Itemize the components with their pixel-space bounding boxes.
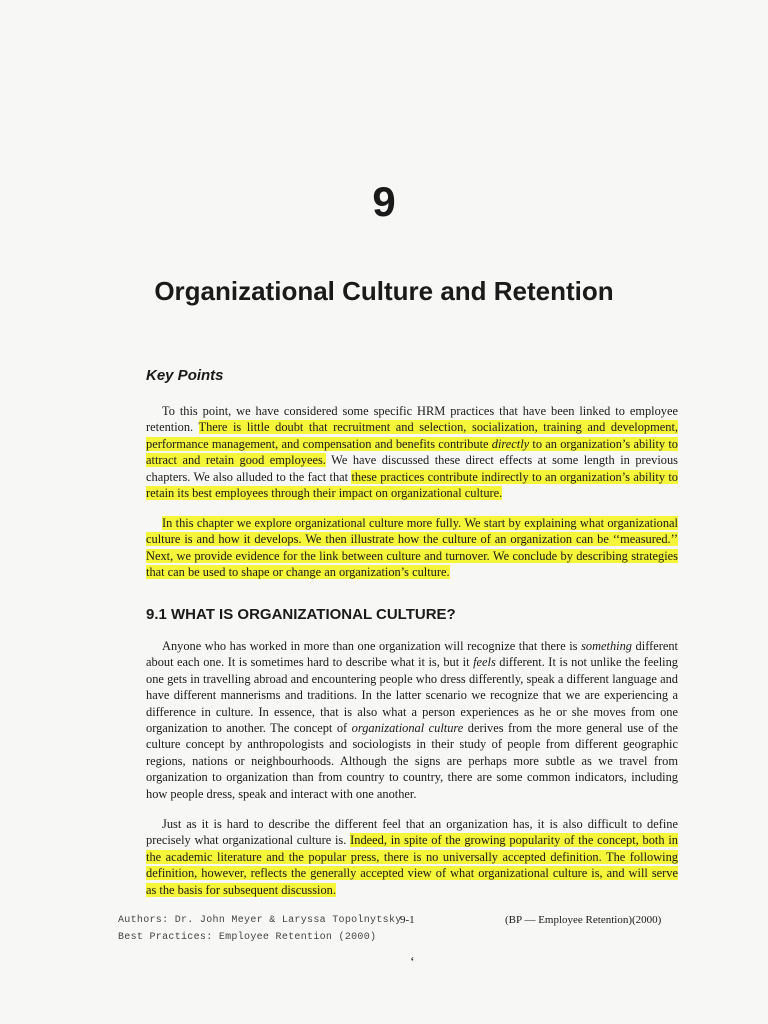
highlighted-text: these practices contribute indirectly to an organization’s ability to retain its best employees through their impact on organizational culture. xyxy=(146,469,678,501)
highlighted-text: directly xyxy=(491,436,530,451)
section-paragraph-2 xyxy=(146,816,678,898)
stray-mark: ‘ xyxy=(410,955,415,970)
text-run: derives from the more general use of the culture concept by anthropologists and sociologists in their study of people from different geographic regions, nations or neighbourhoods. Although the signs are perhaps more subtle as we travel from organization to organization than from country to country, there are some common indicators, including how people dress, speak and interact with one another. xyxy=(146,721,678,801)
highlighted-text: In this chapter we explore organizational culture more fully. We start by explaining what organizational culture is and how it develops. We then illustrate how the culture of an organization can be ‘‘measured.’’ Next, we provide evidence for the link between culture and turnover. We conclude by describing strategies that can be used to shape or change an organization’s culture. xyxy=(146,516,678,580)
chapter-number: 9 xyxy=(372,178,396,225)
highlighted-text: to an organization’s ability to attract and retain good employees. xyxy=(146,436,678,468)
text-run: something xyxy=(581,639,632,653)
chapter-title: Organizational Culture and Retention xyxy=(154,276,614,306)
footer-series: Best Practices: Employee Retention (2000) xyxy=(118,932,377,943)
highlighted-text: Indeed, in spite of the growing popularity of the concept, both in the academic literature and the popular press, there is no universally accepted definition. The following definition, however, reflects the generally accepted view of what organizational culture is, and will serve as the basis for subsequent discussion. xyxy=(146,833,678,897)
footer-right: (BP — Employee Retention)(2000) xyxy=(505,914,662,926)
key-points-paragraph-2 xyxy=(146,515,678,581)
text-run: organizational culture xyxy=(351,721,464,736)
text-run: different about each one. It is sometimes hard to describe what it is, but it xyxy=(146,639,678,670)
text-run: To this point, we have considered some specific HRM practices that have been linked to employee retention. xyxy=(146,404,678,435)
text-run: Anyone who has worked in more than one organization will recognize that there is xyxy=(162,639,582,653)
text-run: Just as it is hard to describe the different feel that an organization has, it is also difficult to define precisely what organizational culture is. xyxy=(146,817,678,848)
highlighted-text: There is little doubt that recruitment and selection, socialization, training and development, performance management, and compensation and benefits contribute xyxy=(146,420,678,451)
section-heading: 9.1 WHAT IS ORGANIZATIONAL CULTURE? xyxy=(146,606,456,623)
text-run: We have discussed these direct effects at some length in previous chapters. We also alluded to the fact that xyxy=(146,453,678,484)
section-paragraph-1 xyxy=(146,638,678,802)
key-points-heading: Key Points xyxy=(146,367,224,384)
text-run: feels xyxy=(473,655,496,670)
key-points-paragraph-1 xyxy=(146,403,678,501)
text-run: different. It is not unlike the feeling one gets in travelling abroad and encountering people who dress differently, speak a different language and have different mannerisms and traditions. In the latter scenario we recognize that we are experiencing a difference in culture. In essence, that is also what a person experiences as he or she moves from one organization to another. The concept of xyxy=(146,655,678,736)
footer-authors: Authors: Dr. John Meyer & Laryssa Topolnytsky xyxy=(118,915,402,926)
page-number: 9-1 xyxy=(400,914,415,926)
